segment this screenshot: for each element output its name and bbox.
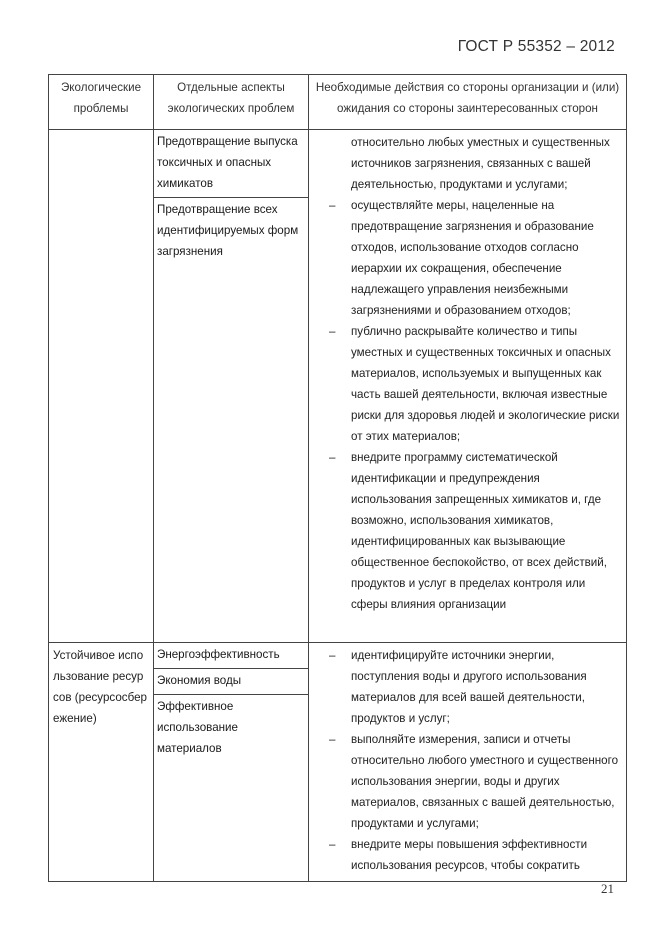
table-header-row xyxy=(49,75,627,130)
action-text: выполняйте измерения, записи и отчеты относительно любого уместного и существенного использования энергии, воды и других материалов, связанных с вашей деятельностью, продуктами и услугами; xyxy=(351,733,619,830)
aspect-item: Эффективное использование материалов xyxy=(157,700,238,755)
action-item xyxy=(309,447,622,615)
action-item xyxy=(309,645,622,729)
action-text: осуществляйте меры, нацеленные на предотвращение загрязнения и образование отходов, использование отходов согласно иерархии их сокращения, обеспечение надлежащего управления неизбежными загрязнениями и образованием отходов; xyxy=(351,199,594,317)
column-header-problems: Экологические проблемы xyxy=(49,75,154,130)
column-header-actions: Необходимые действия со стороны организации и (или) ожидания со стороны заинтересованных сторон xyxy=(309,75,627,130)
actions-list xyxy=(309,643,626,878)
environmental-issues-table xyxy=(48,74,627,882)
dash-bullet: – xyxy=(329,733,336,746)
table-row xyxy=(49,643,627,882)
action-text: идентифицируйте источники энергии, поступления воды и другого использования материалов для всей вашей деятельности, продуктов и услуг; xyxy=(351,649,587,725)
dash-bullet: – xyxy=(329,649,336,662)
action-item xyxy=(309,132,622,195)
action-text: относительно любых уместных и существенных источников загрязнения, связанных с вашей деятельностью, продуктами и услугами; xyxy=(351,136,610,191)
aspects-cell xyxy=(154,130,309,643)
actions-cell xyxy=(309,130,627,643)
aspect-item: Экономия воды xyxy=(154,669,308,695)
aspects-cell xyxy=(154,643,309,882)
action-item xyxy=(309,834,622,876)
problem-cell xyxy=(49,643,154,882)
page-number: 21 xyxy=(601,881,614,896)
aspect-item: Предотвращение всех идентифицируемых форм загрязнения xyxy=(157,203,299,258)
action-item xyxy=(309,321,622,447)
dash-bullet: – xyxy=(329,199,336,212)
actions-list xyxy=(309,130,626,617)
aspect-item: Энергоэффективность xyxy=(154,643,308,669)
action-text: внедрите программу систематической идентификации и предупреждения использования запрещенных химикатов и, где возможно, использования химикатов, идентифицированных как вызывающие общественное беспокойство, от всех действий, продуктов и услуг в пределах контроля или сферы влияния организации xyxy=(351,451,607,611)
action-text: публично раскрывайте количество и типы уместных и существенных токсичных и опасных материалов, используемых и выпущенных как часть вашей деятельности, включая известные риски для здоровья людей и экологические риски от этих материалов; xyxy=(351,325,620,443)
problem-text: Устойчивое использование ресурсов (ресурсосбережение) xyxy=(53,649,148,725)
actions-cell xyxy=(309,643,627,882)
dash-bullet: – xyxy=(329,451,336,464)
dash-bullet: – xyxy=(329,325,336,338)
dash-bullet: – xyxy=(329,838,336,851)
problem-text xyxy=(49,130,153,134)
table-row xyxy=(49,130,627,643)
aspect-item: Предотвращение выпуска токсичных и опасных химикатов xyxy=(154,130,308,198)
document-code: ГОСТ Р 55352 – 2012 xyxy=(457,38,615,55)
action-item xyxy=(309,729,622,834)
action-item xyxy=(309,195,622,321)
column-header-aspects: Отдельные аспекты экологических проблем xyxy=(154,75,309,130)
action-text: внедрите меры повышения эффективности использования ресурсов, чтобы сократить xyxy=(351,838,588,872)
problem-cell xyxy=(49,130,154,643)
